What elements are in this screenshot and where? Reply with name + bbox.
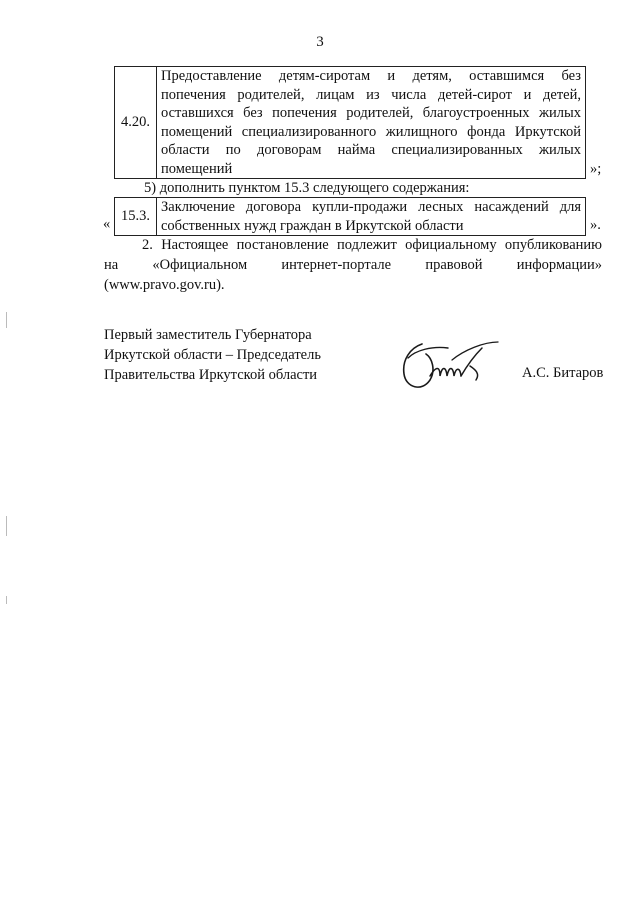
row-number: 4.20. (115, 67, 157, 179)
item-5-text: 5) дополнить пунктом 15.3 следующего содержания: (144, 180, 470, 196)
row-number: 15.3. (115, 198, 157, 236)
opening-quote: « (103, 216, 111, 232)
signatory-name: А.С. Битаров (522, 365, 604, 381)
signatory-position-line: Иркутской области – Председатель (104, 347, 321, 363)
signatory-position (104, 325, 321, 385)
signatory-position-line: Первый заместитель Губернатора (104, 327, 312, 343)
closing-quote: »; (590, 161, 602, 177)
row-text-line: оставшихся без попечения родителей, благоустроенных жилых (161, 105, 581, 121)
row-text-line: помещений специализированного жилищного фонда Иркутской (161, 123, 581, 140)
page-number: 3 (316, 34, 324, 50)
row-text (157, 67, 586, 179)
closing-quote: ». (590, 217, 601, 233)
row-text (157, 198, 586, 236)
table-row-4-20 (114, 66, 586, 179)
row-text-line: Предоставление детям-сиротам и детям, оставшимся без (161, 68, 581, 84)
row-text-line: собственных нужд граждан в Иркутской области (161, 217, 464, 234)
handwritten-signature (392, 336, 502, 398)
scan-edge-mark (6, 312, 7, 328)
paragraph-line: (www.pravo.gov.ru). (104, 277, 225, 293)
paragraph-line: на «Официальном интернет-портале правовой информации» (104, 257, 602, 273)
scan-edge-mark (6, 516, 7, 536)
signatory-position-line: Правительства Иркутской области (104, 367, 318, 383)
paragraph-2 (104, 235, 602, 295)
row-text-line: области по договорам найма специализированных жилых (161, 142, 581, 158)
paragraph-line: 2. Настоящее постановление подлежит официальному опубликованию (142, 237, 602, 253)
row-text-line: попечения родителей, лицам из числа детей-сирот и детей, (161, 86, 581, 103)
row-text-line: помещений (161, 160, 233, 177)
row-text-line: Заключение договора купли-продажи лесных насаждений для (161, 199, 581, 215)
table-row-15-3 (114, 197, 586, 236)
scan-edge-mark (6, 596, 7, 604)
